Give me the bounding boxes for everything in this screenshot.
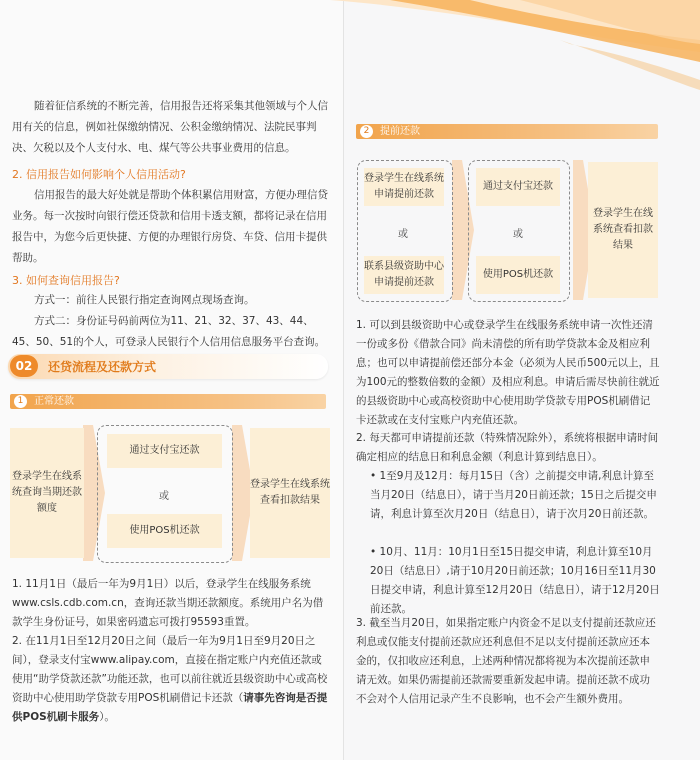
section-number: 02 [10, 355, 38, 377]
pos-inquiry-note: 请事先咨询是否提供POS机刷卡服务 [12, 692, 328, 723]
question-2-body: 信用报告的最大好处就是帮助个体积累信用财富，方便办理信贷业务。每一次按时向银行偿还贷款和信用卡透支额，都将记录在信用报告中，为您今后更快捷、方便的办理银行房贷、车贷、信用卡提供帮助。 [12, 189, 328, 264]
early-paragraph-2: 2. 每天都可申请提前还款（特殊情况除外），系统将根据申请时间确定相应的结息日和利息金额（利息计算到结息日）。 [356, 432, 659, 463]
early-paragraph-1: 1. 可以到县级资助中心或登录学生在线服务系统申请一次性还清一份或多份《借款合同》尚未清偿的所有助学贷款本金及相应利息；也可以申请提前偿还部分本金（必须为人民币500元以上，且为100元的整数倍数的金额）及相应利息。申请后需尽快前往就近的县级资助中心或高校资助中心使用助学贷款专用POS机刷借记卡还款或在支付宝账户内充值还款。 [356, 319, 660, 426]
flow2-end-box: 登录学生在线系统查看扣款结果 [588, 162, 658, 298]
subsection-title: 提前还款 [380, 126, 420, 137]
normal-step-2: 2. 在11月1日至12月20日之间（最后一年为9月1日至9月20日之间），登录支付宝www.alipay.com，直接在指定账户内充值还款或使用“助学贷款还款”功能还款，也可以前往就近县级资助中心或高校资助中心使用助学贷款专用POS机刷借记卡还款（请事先咨询是否提供POS机刷卡服务）。 [12, 635, 328, 723]
flow2-or-label: 或 [398, 229, 408, 240]
question-2-title: 2. 信用报告如何影响个人信用活动? [12, 168, 186, 181]
early-paragraph-3: 3. 截至当月20日，如果指定账户内资金不足以支付提前还款应还利息或仅能支付提前还款应还利息但不足以支付提前还款应还本金的，仅扣收应还利息，上述两种情况都将视为本次提前还款申请无效。如果仍需提前还款需要重新发起申请。提前还款不成功不会对个人信用记录产生不良影响，也不会产生额外费用。 [356, 617, 656, 705]
question-3-way1: 方式一：前往人民银行指定查询网点现场查询。 [34, 294, 255, 306]
early-bullet-1: • 1至9月及12月：每月15日（含）之前提交申请,利息计算至当月20日（结息日），请于当月20日前还款；15日之后提交申请，利息计算至次月20日（结息日），请于次月20日前还款。 [370, 470, 657, 520]
flow1-or-label: 或 [159, 491, 169, 502]
question-3-title: 3. 如何查询信用报告? [12, 274, 120, 287]
flow2-online-apply-box: 登录学生在线系统申请提前还款 [364, 168, 444, 206]
flow1-alipay-box: 通过支付宝还款 [107, 434, 222, 468]
section-header [8, 354, 328, 379]
subsection-title: 正常还款 [34, 396, 74, 407]
subsection-number: 1 [14, 395, 27, 408]
flow2-or-label: 或 [513, 229, 523, 240]
subsection-normal-repayment [10, 394, 326, 409]
flow2-county-apply-box: 联系县级资助中心申请提前还款 [364, 256, 444, 294]
normal-step-1: 1. 11月1日（最后一年为9月1日）以后，登录学生在线服务系统www.csls.cdb.com.cn，查询还款当期还款额度。系统用户名为借款学生身份证号，如果密码遗忘可拨打95593重置。 [12, 578, 324, 628]
intro-paragraph: 随着征信系统的不断完善，信用报告还将采集其他领域与个人信用有关的信息，例如社保缴纳情况、公积金缴纳情况、法院民事判决、欠税以及个人支付水、电、煤气等公共事业费用的信息。 [12, 100, 328, 154]
subsection-number: 2 [360, 125, 373, 138]
section-title: 还贷流程及还款方式 [48, 360, 157, 374]
early-bullet-2: • 10月、11月：10月1日至15日提交申请，利息计算至10月20日（结息日）,请于10月20日前还款；10月16日至11月30日提交申请，利息计算至12月20日（结息日），请于12月20日前还款。 [370, 546, 660, 615]
flow1-end-box: 登录学生在线系统查看扣款结果 [250, 428, 330, 558]
subsection-early-repayment [356, 124, 658, 139]
header-swoosh-decoration [0, 0, 700, 90]
flow2-alipay-box: 通过支付宝还款 [476, 168, 560, 206]
question-3-way2: 方式二：身份证号码前两位为11、21、32、37、43、44、45、50、51的个人，可登录人民银行个人信用信息服务平台查询。 [12, 315, 326, 348]
flow1-pos-box: 使用POS机还款 [107, 514, 222, 548]
flow2-pos-box: 使用POS机还款 [476, 256, 560, 294]
flow1-start-box: 登录学生在线系统查询当期还款额度 [10, 428, 84, 558]
